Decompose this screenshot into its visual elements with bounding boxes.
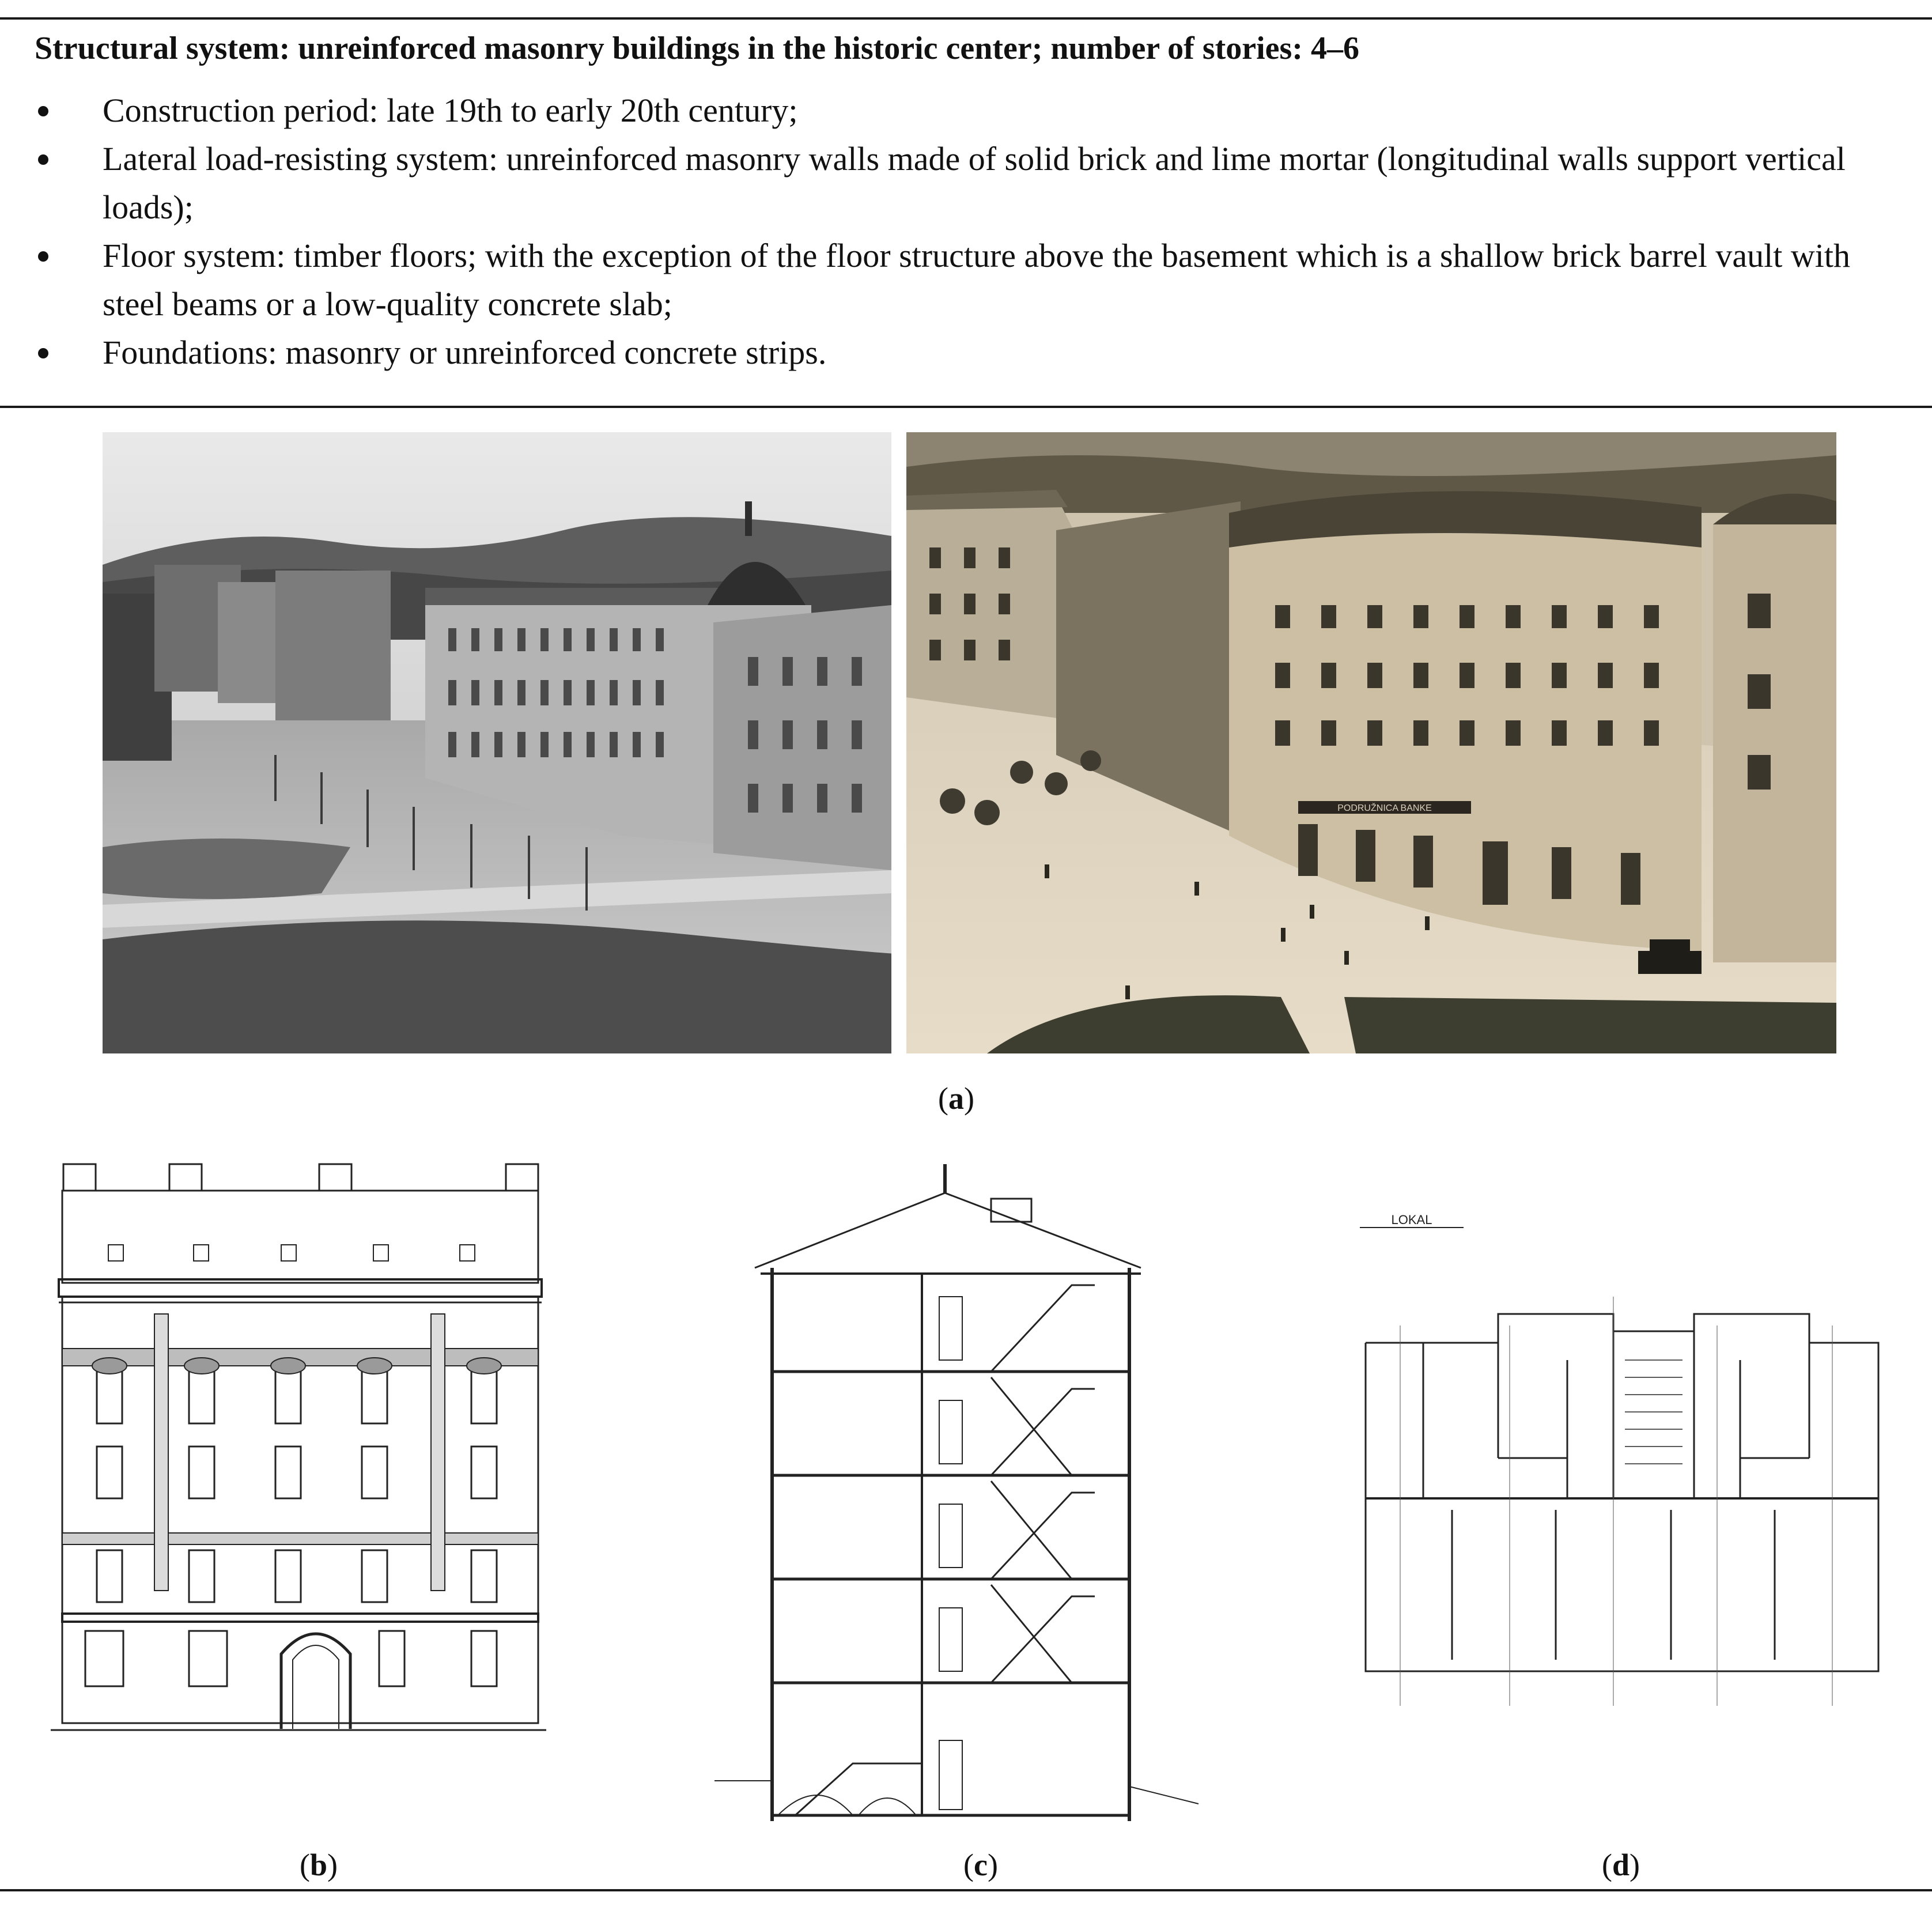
bullet-icon: [38, 251, 48, 262]
bullet-icon: [38, 154, 48, 165]
bullet-icon: [38, 348, 48, 358]
table-heading: Structural system: unreinforced masonry buildings in the historic center; number of stories: 4–6: [35, 31, 1359, 66]
floor-plan-title: LOKAL: [1391, 1213, 1432, 1227]
list-item: Floor system: timber floors; with the exception of the floor structure above the basement which is a shallow brick barrel vault with steel beams or a low-quality concrete slab;: [35, 232, 1890, 328]
list-item: Lateral load-resisting system: unreinforced masonry walls made of solid brick and lime mortar (longitudinal walls support vertical loads);: [35, 135, 1890, 232]
list-item: Construction period: late 19th to early 20th century;: [35, 86, 1890, 135]
historic-photo-left: [103, 432, 891, 1053]
caption-d: (d): [1602, 1848, 1640, 1882]
list-item: Foundations: masonry or unreinforced concrete strips.: [35, 328, 1890, 377]
section-drawing: [703, 1153, 1210, 1833]
bullet-icon: [38, 106, 48, 116]
bottom-rule: [0, 1889, 1932, 1891]
facade-drawing: [51, 1158, 546, 1746]
caption-b: (b): [300, 1848, 338, 1882]
caption-c: (c): [963, 1848, 998, 1882]
top-rule: [0, 17, 1932, 20]
historic-photo-right: [906, 432, 1836, 1053]
floor-plan-drawing: [1348, 1210, 1890, 1729]
feature-list: [35, 86, 1890, 377]
shop-sign: PODRUŽNICA BANKE: [1337, 803, 1432, 813]
caption-a: (a): [938, 1081, 974, 1116]
middle-rule: [0, 406, 1932, 408]
